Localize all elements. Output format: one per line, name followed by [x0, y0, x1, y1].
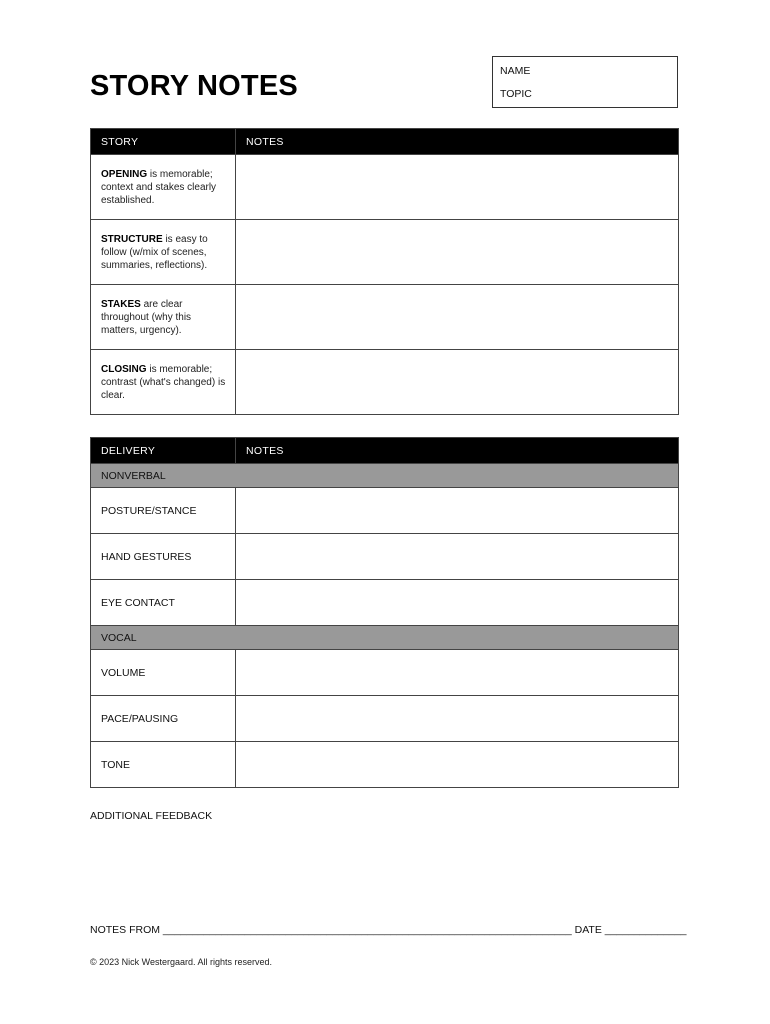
item-label-hand-gestures: HAND GESTURES — [91, 534, 236, 580]
story-table — [90, 128, 679, 415]
name-topic-box — [492, 56, 678, 108]
notes-from-date-line: NOTES FROM ______________________________________________________________________ DATE ______________ — [90, 924, 687, 936]
story-criterion-stakes: STAKES are clear throughout (why this matters, urgency). — [91, 285, 236, 350]
table-row — [91, 350, 679, 415]
notes-cell[interactable] — [236, 742, 679, 788]
additional-feedback-label: ADDITIONAL FEEDBACK — [90, 810, 213, 822]
story-criterion-opening: OPENING is memorable; context and stakes clearly established. — [91, 155, 236, 220]
copyright-notice: © 2023 Nick Westergaard. All rights reserved. — [90, 957, 273, 967]
section-row-nonverbal — [91, 464, 679, 488]
notes-cell[interactable] — [236, 580, 679, 626]
table-row — [91, 534, 679, 580]
notes-cell[interactable] — [236, 220, 679, 285]
item-label-eye-contact: EYE CONTACT — [91, 580, 236, 626]
notes-cell[interactable] — [236, 534, 679, 580]
table-row — [91, 220, 679, 285]
delivery-header-row — [91, 438, 679, 464]
item-label-pace: PACE/PAUSING — [91, 696, 236, 742]
story-criterion-closing: CLOSING is memorable; contrast (what's changed) is clear. — [91, 350, 236, 415]
section-row-vocal — [91, 626, 679, 650]
delivery-header: DELIVERY — [91, 438, 236, 464]
table-row — [91, 285, 679, 350]
topic-label: TOPIC — [500, 88, 532, 100]
item-label-tone: TONE — [91, 742, 236, 788]
notes-cell[interactable] — [236, 350, 679, 415]
table-row — [91, 155, 679, 220]
notes-cell[interactable] — [236, 650, 679, 696]
name-label: NAME — [500, 65, 531, 77]
section-label-nonverbal: NONVERBAL — [91, 464, 679, 488]
delivery-table — [90, 437, 679, 788]
item-label-volume: VOLUME — [91, 650, 236, 696]
notes-cell[interactable] — [236, 285, 679, 350]
delivery-notes-header: NOTES — [236, 438, 679, 464]
notes-cell[interactable] — [236, 155, 679, 220]
table-row — [91, 650, 679, 696]
notes-cell[interactable] — [236, 488, 679, 534]
story-criterion-structure: STRUCTURE is easy to follow (w/mix of scenes, summaries, reflections). — [91, 220, 236, 285]
table-row — [91, 580, 679, 626]
table-row — [91, 696, 679, 742]
story-header: STORY — [91, 129, 236, 155]
story-notes-header: NOTES — [236, 129, 679, 155]
section-label-vocal: VOCAL — [91, 626, 679, 650]
table-row — [91, 742, 679, 788]
story-header-row — [91, 129, 679, 155]
notes-cell[interactable] — [236, 696, 679, 742]
item-label-posture: POSTURE/STANCE — [91, 488, 236, 534]
table-row — [91, 488, 679, 534]
page-title: STORY NOTES — [90, 70, 298, 102]
